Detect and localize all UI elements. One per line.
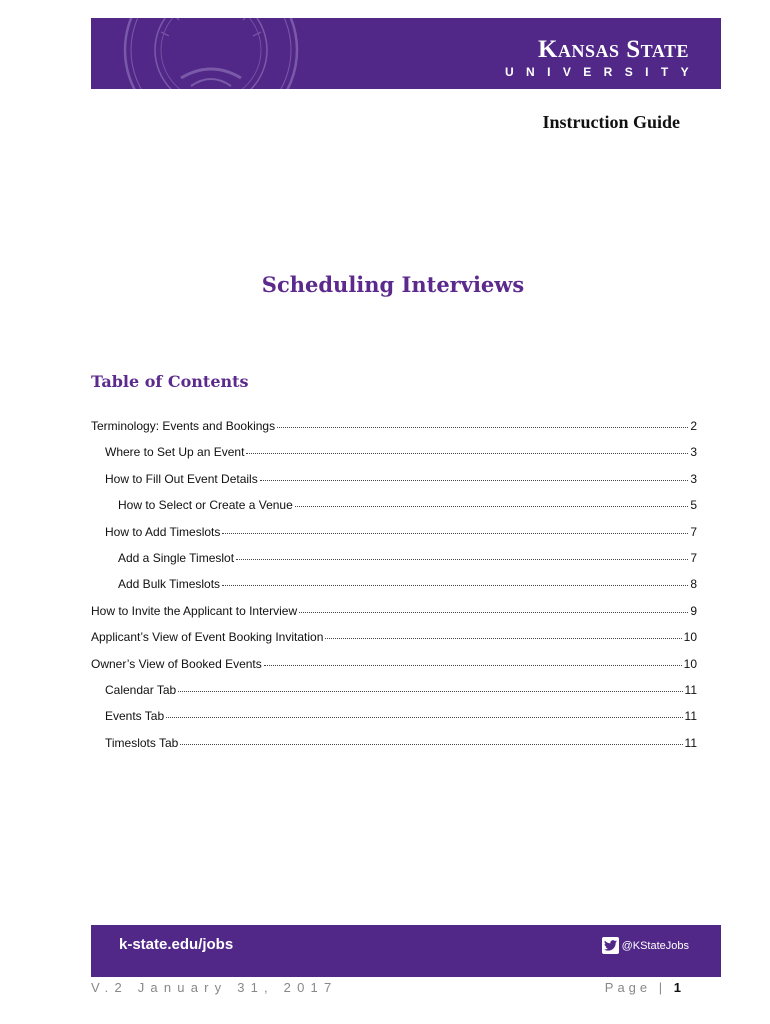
toc-entry-label: Terminology: Events and Bookings xyxy=(91,419,276,433)
toc-entry-label: Applicant’s View of Event Booking Invitation xyxy=(91,630,324,645)
toc-entry-page: 3 xyxy=(690,471,697,486)
footer-social[interactable] xyxy=(602,937,689,954)
toc-entry-label: How to Invite the Applicant to Interview xyxy=(91,603,298,618)
toc-entry[interactable] xyxy=(91,736,697,762)
table-of-contents xyxy=(91,419,697,762)
toc-entry-label: How to Fill Out Event Details xyxy=(105,471,258,486)
version-label: V.2 January 31, 2017 xyxy=(91,980,338,995)
toc-entry[interactable] xyxy=(91,709,697,735)
toc-entry[interactable] xyxy=(91,472,697,498)
toc-entry[interactable] xyxy=(91,630,697,656)
toc-entry-page: 5 xyxy=(690,498,697,513)
toc-entry[interactable] xyxy=(91,445,697,471)
toc-entry-page: 10 xyxy=(683,630,697,645)
university-seal-icon xyxy=(121,18,301,89)
wordmark-bottom: UNIVERSITY xyxy=(504,65,701,79)
toc-leader xyxy=(264,665,682,666)
toc-entry-label: Timeslots Tab xyxy=(105,735,179,750)
university-wordmark xyxy=(504,36,701,79)
toc-leader xyxy=(180,744,682,745)
toc-leader xyxy=(260,480,689,481)
toc-leader xyxy=(277,427,688,428)
toc-entry[interactable] xyxy=(91,577,697,603)
page-label: Page | xyxy=(604,980,667,995)
toc-entry-page: 7 xyxy=(690,550,697,565)
toc-entry-label: Where to Set Up an Event xyxy=(105,445,245,460)
toc-entry[interactable] xyxy=(91,604,697,630)
toc-entry-page: 8 xyxy=(690,577,697,592)
toc-entry-page: 3 xyxy=(690,445,697,460)
toc-leader xyxy=(236,559,688,560)
footer-url[interactable]: k-state.edu/jobs xyxy=(119,936,234,953)
toc-heading: Table of Contents xyxy=(91,372,249,391)
toc-entry-label: Owner’s View of Booked Events xyxy=(91,656,262,671)
toc-entry[interactable] xyxy=(91,657,697,683)
toc-entry-page: 11 xyxy=(684,682,697,697)
toc-leader xyxy=(325,638,681,639)
toc-entry-page: 11 xyxy=(684,709,697,724)
twitter-icon xyxy=(602,937,619,954)
toc-entry-page: 11 xyxy=(684,735,697,750)
toc-leader xyxy=(246,453,688,454)
toc-leader xyxy=(295,506,689,507)
toc-entry-page: 10 xyxy=(683,656,697,671)
toc-entry[interactable] xyxy=(91,683,697,709)
toc-leader xyxy=(222,533,688,534)
page-number xyxy=(605,980,681,995)
social-handle: @KStateJobs xyxy=(621,939,689,952)
toc-entry-page: 9 xyxy=(690,603,697,618)
toc-entry-page: 7 xyxy=(690,524,697,539)
toc-entry[interactable] xyxy=(91,419,697,445)
toc-entry-label: Events Tab xyxy=(105,709,165,724)
toc-entry[interactable] xyxy=(91,498,697,524)
wordmark-top: Kansas State xyxy=(538,36,689,63)
toc-leader xyxy=(178,691,682,692)
toc-entry-label: Add a Single Timeslot xyxy=(118,550,235,565)
footer-banner xyxy=(91,925,721,977)
toc-entry[interactable] xyxy=(91,525,697,551)
toc-entry-label: Calendar Tab xyxy=(105,682,177,697)
toc-leader xyxy=(222,585,688,586)
guide-label: Instruction Guide xyxy=(542,112,680,132)
toc-leader xyxy=(166,717,682,718)
toc-leader xyxy=(299,612,688,613)
header-banner xyxy=(91,18,721,89)
toc-entry-label: Add Bulk Timeslots xyxy=(118,577,221,592)
toc-entry-label: How to Select or Create a Venue xyxy=(118,498,293,513)
page-title: Scheduling Interviews xyxy=(261,272,525,297)
toc-entry[interactable] xyxy=(91,551,697,577)
toc-entry-label: How to Add Timeslots xyxy=(105,524,221,539)
toc-entry-page: 2 xyxy=(690,419,697,433)
page-number-value: 1 xyxy=(673,980,681,995)
